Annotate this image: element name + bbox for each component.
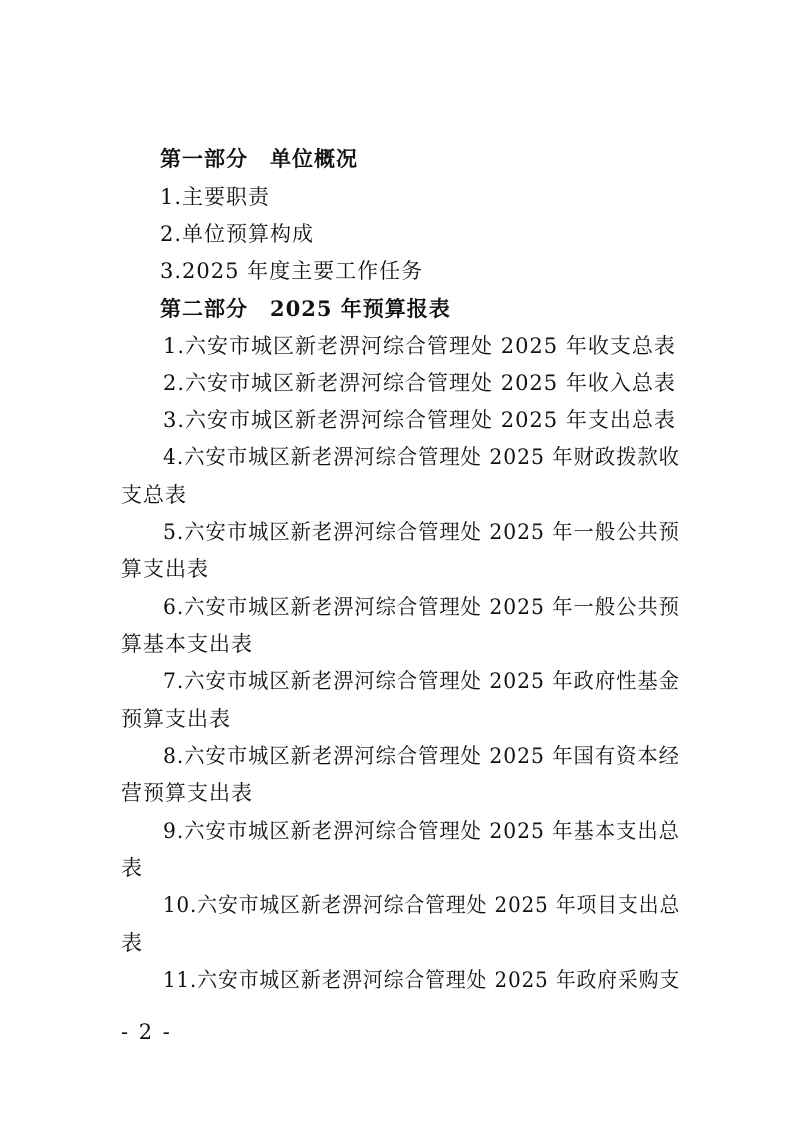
part2-item-2: 2.六安市城区新老淠河综合管理处 2025 年收入总表 (163, 371, 676, 395)
part2-item-6-cont: 算基本支出表 (121, 632, 253, 656)
part2-item-5: 5.六安市城区新老淠河综合管理处 2025 年一般公共预 (163, 520, 680, 544)
part2-item-6: 6.六安市城区新老淠河综合管理处 2025 年一般公共预 (163, 595, 680, 619)
part1-item-1: 1.主要职责 (160, 185, 271, 209)
part1-heading: 第一部分 单位概况 (160, 146, 358, 171)
part2-item-7: 7.六安市城区新老淠河综合管理处 2025 年政府性基金 (163, 669, 680, 693)
part2-item-4-cont: 支总表 (121, 483, 187, 507)
part2-item-7-cont: 预算支出表 (121, 707, 231, 731)
part2-item-8-cont: 营预算支出表 (121, 781, 253, 805)
part2-item-10: 10.六安市城区新老淠河综合管理处 2025 年项目支出总 (163, 893, 681, 917)
part2-heading: 第二部分 2025 年预算报表 (160, 296, 451, 321)
part2-item-10-cont: 表 (121, 931, 143, 955)
part2-item-5-cont: 算支出表 (121, 557, 209, 581)
part2-item-9: 9.六安市城区新老淠河综合管理处 2025 年基本支出总 (163, 819, 680, 843)
part1-item-2: 2.单位预算构成 (160, 222, 315, 246)
page-number: - 2 - (121, 1020, 172, 1044)
part2-item-11: 11.六安市城区新老淠河综合管理处 2025 年政府采购支 (163, 968, 681, 992)
part2-item-1: 1.六安市城区新老淠河综合管理处 2025 年收支总表 (163, 334, 676, 358)
part2-item-4: 4.六安市城区新老淠河综合管理处 2025 年财政拨款收 (163, 445, 680, 469)
part2-item-9-cont: 表 (121, 856, 143, 880)
part2-item-3: 3.六安市城区新老淠河综合管理处 2025 年支出总表 (163, 408, 676, 432)
part2-item-8: 8.六安市城区新老淠河综合管理处 2025 年国有资本经 (163, 744, 680, 768)
part1-item-3: 3.2025 年度主要工作任务 (160, 259, 424, 283)
